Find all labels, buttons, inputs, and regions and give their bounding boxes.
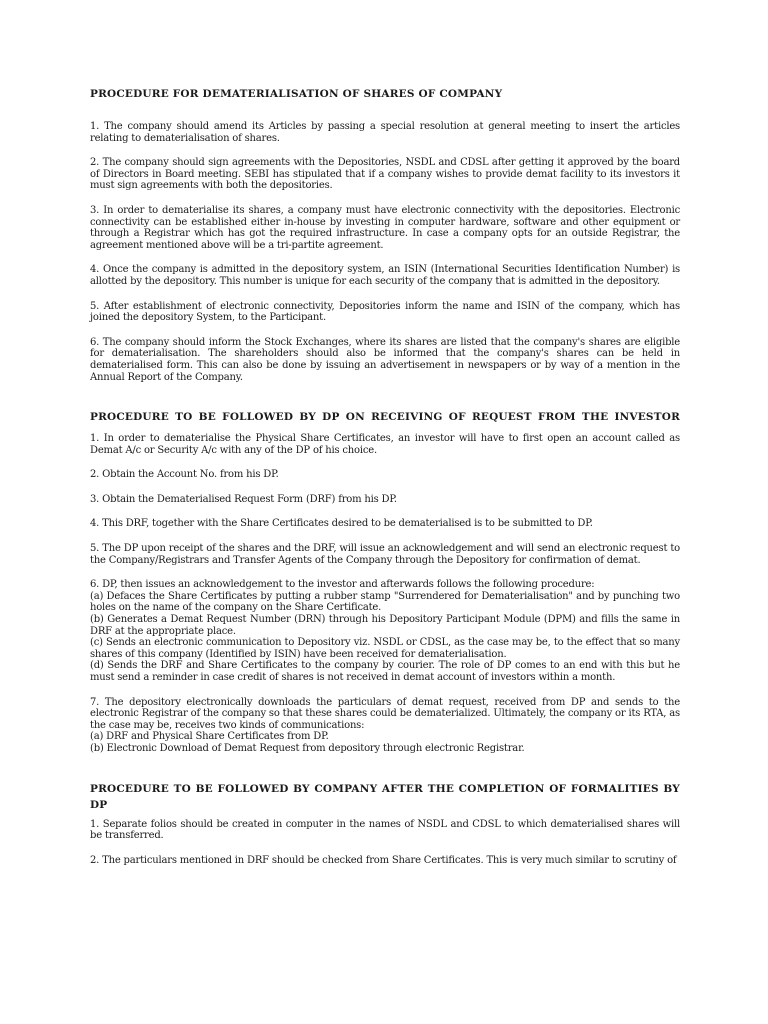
s2-item-6 xyxy=(90,579,680,683)
s1-item-4: 4. Once the company is admitted in the depository system, an ISIN (International Securities Identification Number) is allotted by the depository. This number is unique for each security of the company that is admitted in the depository. xyxy=(90,264,680,287)
s2-item-2: 2. Obtain the Account No. from his DP. xyxy=(90,469,279,481)
s1-item-3: 3. In order to dematerialise its shares, a company must have electronic connectivity with the depositories. Electronic connectivity can be established either in-house by investing in computer hardware, software and other equipment or through a Registrar which has got the required infrastructure. In case a company opts for an outside Registrar, the agreement mentioned above will be a tri-partite agreement. xyxy=(90,204,680,251)
s1-item-1: 1. The company should amend its Articles by passing a special resolution at general meeting to insert the articles relating to dematerialisation of shares. xyxy=(90,121,680,144)
document-body xyxy=(90,86,680,866)
s2-item-7-b: (b) Electronic Download of Demat Request from depository through electronic Registrar. xyxy=(90,742,525,754)
s1-item-6: 6. The company should inform the Stock Exchanges, where its shares are listed that the company's shares are eligible for dematerialisation. The shareholders should also be informed that the company's shares can be held in dematerialised form. This can also be done by issuing an advertisement in newspapers or by way of a mention in the Annual Report of the Company. xyxy=(90,336,680,383)
s2-item-6-b: (b) Generates a Demat Request Number (DRN) through his Depository Participant Module (DPM) and fills the same in DRF at the appropriate place. xyxy=(90,614,680,637)
s2-item-4: 4. This DRF, together with the Share Certificates desired to be dematerialised is to be submitted to DP. xyxy=(90,518,593,530)
s1-item-2: 2. The company should sign agreements with the Depositories, NSDL and CDSL after getting it approved by the board of Directors in Board meeting. SEBI has stipulated that if a company wishes to provide demat facility to its investors it must sign agreements with both the depositories. xyxy=(90,157,680,192)
s2-item-7-intro: 7. The depository electronically downloads the particulars of demat request, received from DP and sends to the electronic Registrar of the company so that these shares could be dematerialized. Ultimately, the company or its RTA, as the case may be, receives two kinds of communications: xyxy=(90,696,680,731)
s2-item-5: 5. The DP upon receipt of the shares and the DRF, will issue an acknowledgement and will send an electronic request to the Company/Registrars and Transfer Agents of the Company through the Depository for confirmation of demat. xyxy=(90,543,680,566)
section3-title: PROCEDURE TO BE FOLLOWED BY COMPANY AFTER THE COMPLETION OF FORMALITIES BY DP xyxy=(90,782,680,811)
s2-item-1: 1. In order to dematerialise the Physical Share Certificates, an investor will have to first open an account called as Demat A/c or Security A/c with any of the DP of his choice. xyxy=(90,433,680,456)
section1-title: PROCEDURE FOR DEMATERIALISATION OF SHARES OF COMPANY xyxy=(90,88,503,100)
s2-item-6-intro: 6. DP, then issues an acknowledgement to the investor and afterwards follows the following procedure: xyxy=(90,579,595,591)
s3-item-1: 1. Separate folios should be created in computer in the names of NSDL and CDSL to which dematerialised shares will be transferred. xyxy=(90,818,680,842)
s3-item-2: 2. The particulars mentioned in DRF should be checked from Share Certificates. This is very much similar to scrutiny of xyxy=(90,854,677,866)
s1-item-5: 5. After establishment of electronic connectivity, Depositories inform the name and ISIN of the company, which has joined the depository System, to the Participant. xyxy=(90,300,680,324)
s2-item-6-a: (a) Defaces the Share Certificates by putting a rubber stamp "Surrendered for Dematerialisation" and by punching two holes on the name of the company on the Share Certificate. xyxy=(90,590,680,614)
section2-title: PROCEDURE TO BE FOLLOWED BY DP ON RECEIVING OF REQUEST FROM THE INVESTOR xyxy=(90,411,680,424)
s2-item-7-a: (a) DRF and Physical Share Certificates from DP. xyxy=(90,731,329,743)
s2-item-3: 3. Obtain the Dematerialised Request Form (DRF) from his DP. xyxy=(90,493,397,505)
s2-item-6-c: (c) Sends an electronic communication to Depository viz. NSDL or CDSL, as the case may be, to the effect that so many shares of this company (Identified by ISIN) have been received for dematerialisation. xyxy=(90,637,680,660)
s2-item-6-d: (d) Sends the DRF and Share Certificates to the company by courier. The role of DP comes to an end with this but he must send a reminder in case credit of shares is not received in demat account of investors within a month. xyxy=(90,660,680,683)
s2-item-7 xyxy=(90,697,680,755)
